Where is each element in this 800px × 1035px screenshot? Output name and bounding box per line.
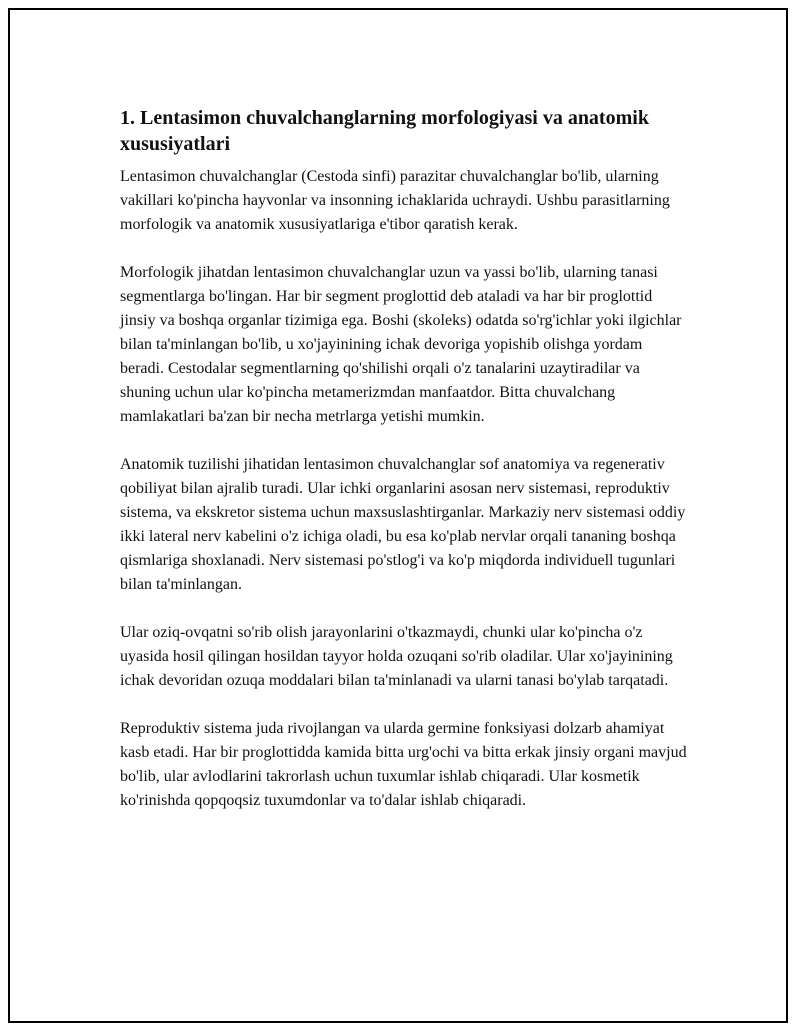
paragraph-anatomy: Anatomik tuzilishi jihatidan lentasimon chuvalchanglar sof anatomiya va regenerativ qobiliyat bilan ajralib turadi. Ular ichki organlarini asosan nerv sistemasi, reproduktiv sistema, va ekskretor sistema uchun maxsuslashtirganlar. Markaziy nerv sistemasi oddiy ikki lateral nerv kabelini o'z ichiga oladi, bu esa ko'plab nervlar orqali tananing boshqa qismlariga shoxlanadi. Nerv sistemasi po'stlog'i va ko'p miqdorda individuell tugunlari bilan ta'minlangan. <box>120 456 686 593</box>
paragraph-intro: Lentasimon chuvalchanglar (Cestoda sinfi) parazitar chuvalchanglar bo'lib, ularning vakillari ko'pincha hayvonlar va insonning ichaklarida uchraydi. Ushbu parasitlarning morfologik va anatomik xususiyatlariga e'tibor qaratish kerak. <box>120 168 670 233</box>
section-heading: 1. Lentasimon chuvalchanglarning morfologiyasi va anatomik xususiyatlari <box>120 107 649 155</box>
page-frame <box>8 8 788 1023</box>
document-body <box>120 105 690 837</box>
paragraph-reproduction: Reproduktiv sistema juda rivojlangan va ularda germine fonksiyasi dolzarb ahamiyat kasb etadi. Har bir proglottidda kamida bitta urg'ochi va bitta erkak jinsiy organi mavjud bo'lib, ular avlodlarini takrorlash uchun tuxumlar ishlab chiqaradi. Ular kosmetik ko'rinishda qopqoqsiz tuxumdonlar va to'dalar ishlab chiqaradi. <box>120 720 687 809</box>
paragraph-morphology: Morfologik jihatdan lentasimon chuvalchanglar uzun va yassi bo'lib, ularning tanasi segmentlarga bo'lingan. Har bir segment proglottid deb ataladi va har bir proglottid jinsiy va boshqa organlar tizimiga ega. Boshi (skoleks) odatda so'rg'ichlar yoki ilgichlar bilan ta'minlangan bo'lib, u xo'jayinining ichak devoriga yopishib olishga yordam beradi. Cestodalar segmentlarning qo'shilishi orqali o'z tanalarini uzaytiradilar va shuning uchun ular ko'pincha metamerizmdan manfaatdor. Bitta chuvalchang mamlakatlari ba'zan bir necha metrlarga yetishi mumkin. <box>120 264 682 425</box>
paragraph-nutrition: Ular oziq-ovqatni so'rib olish jarayonlarini o'tkazmaydi, chunki ular ko'pincha o'z uyasida hosil qilingan hosildan tayyor holda ozuqani so'rib oladilar. Ular xo'jayinining ichak devoridan ozuqa moddalari bilan ta'minlanadi va ularni tanasi bo'ylab tarqatadi. <box>120 624 673 689</box>
